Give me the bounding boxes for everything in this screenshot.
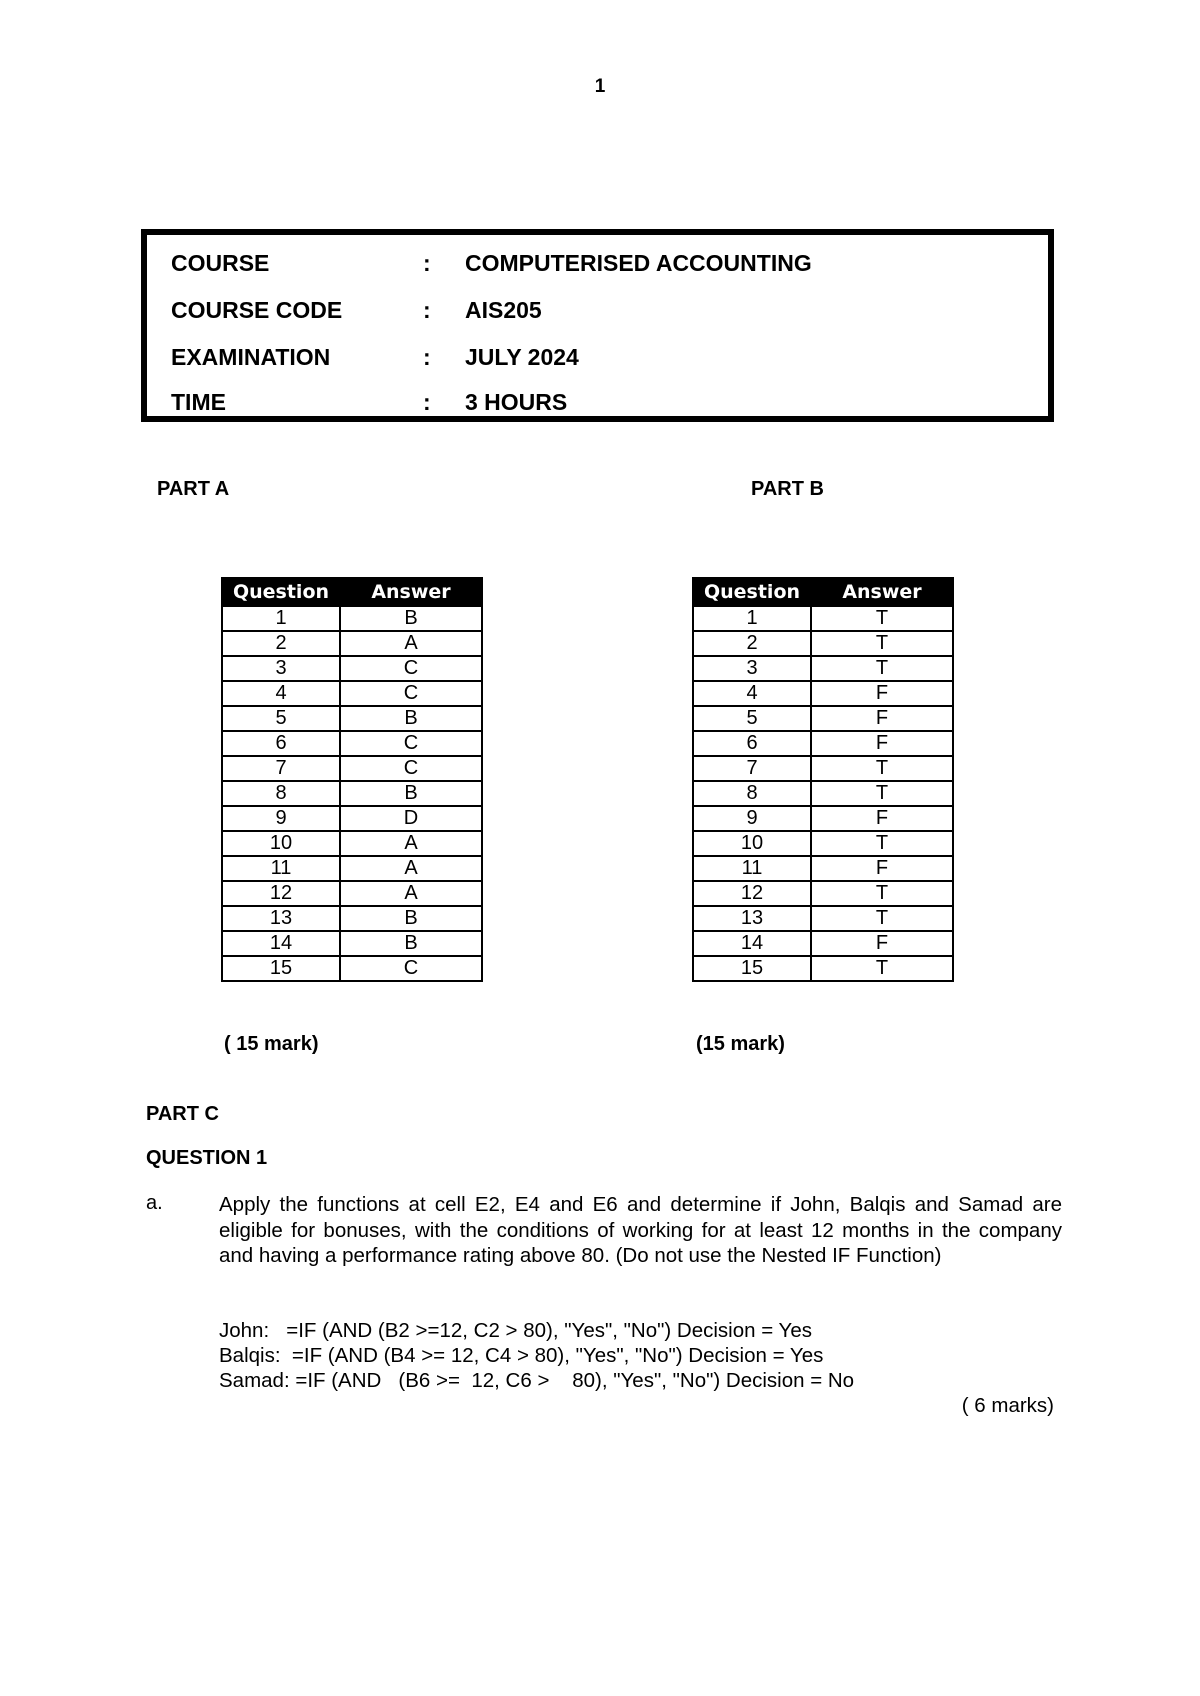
examination-label: EXAMINATION xyxy=(171,344,331,370)
part-a-heading: PART A xyxy=(157,478,230,500)
table-row xyxy=(222,781,482,806)
answer-cell: F xyxy=(811,706,953,731)
course-code-value: AIS205 xyxy=(465,297,542,323)
answer-cell: B xyxy=(340,931,482,956)
question-number-cell: 11 xyxy=(693,856,811,881)
answer-cell: B xyxy=(340,781,482,806)
table-row xyxy=(222,931,482,956)
table-row xyxy=(693,681,953,706)
part-a-marks: ( 15 mark) xyxy=(224,1033,319,1055)
table-row xyxy=(222,606,482,631)
course-label: COURSE xyxy=(171,250,270,276)
answer-cell: F xyxy=(811,856,953,881)
question-number-cell: 15 xyxy=(222,956,340,981)
table-row xyxy=(693,856,953,881)
table-row xyxy=(222,956,482,981)
answer-cell: B xyxy=(340,606,482,631)
question-number-cell: 1 xyxy=(693,606,811,631)
question-item-text: Apply the functions at cell E2, E4 and E6 and determine if John, Balqis and Samad are eligible for bonuses, with the conditions of working for at least 12 months in the company and having a performance rating above 80. (Do not use the Nested IF Function) xyxy=(219,1193,1062,1267)
course-colon: : xyxy=(423,250,431,276)
question-number-cell: 2 xyxy=(693,631,811,656)
table-row xyxy=(222,906,482,931)
table-row xyxy=(693,606,953,631)
question-number-cell: 13 xyxy=(222,906,340,931)
question-number-cell: 10 xyxy=(693,831,811,856)
table-row xyxy=(693,881,953,906)
question-number-cell: 15 xyxy=(693,956,811,981)
answer-cell: C xyxy=(340,681,482,706)
time-value: 3 HOURS xyxy=(465,389,568,415)
question-marks: ( 6 marks) xyxy=(961,1394,1054,1417)
question-number-cell: 3 xyxy=(222,656,340,681)
question-number-cell: 8 xyxy=(222,781,340,806)
question-number-cell: 5 xyxy=(222,706,340,731)
question-number-cell: 7 xyxy=(693,756,811,781)
table-row xyxy=(222,731,482,756)
formula-john: John: =IF (AND (B2 >=12, C2 > 80), "Yes", "No") Decision = Yes xyxy=(219,1319,812,1342)
answer-cell: A xyxy=(340,631,482,656)
question-number-cell: 9 xyxy=(222,806,340,831)
part-b-marks: (15 mark) xyxy=(696,1033,785,1055)
answer-cell: F xyxy=(811,806,953,831)
answer-cell: F xyxy=(811,931,953,956)
question-number-cell: 12 xyxy=(222,881,340,906)
answer-cell: T xyxy=(811,906,953,931)
table-row xyxy=(222,881,482,906)
question-number-cell: 13 xyxy=(693,906,811,931)
question-number-cell: 8 xyxy=(693,781,811,806)
question-number-cell: 9 xyxy=(693,806,811,831)
time-label: TIME xyxy=(171,389,226,415)
answer-cell: F xyxy=(811,681,953,706)
answer-cell: T xyxy=(811,756,953,781)
question-number-cell: 14 xyxy=(222,931,340,956)
table-row xyxy=(222,631,482,656)
answer-cell: C xyxy=(340,656,482,681)
time-colon: : xyxy=(423,389,431,415)
table-row xyxy=(693,906,953,931)
formula-balqis: Balqis: =IF (AND (B4 >= 12, C4 > 80), "Yes", "No") Decision = Yes xyxy=(219,1344,824,1367)
table-row xyxy=(222,706,482,731)
question-number-cell: 6 xyxy=(222,731,340,756)
question-number-cell: 1 xyxy=(222,606,340,631)
formula-samad: Samad: =IF (AND (B6 >= 12, C6 > 80), "Yes", "No") Decision = No xyxy=(219,1369,855,1392)
answer-cell: A xyxy=(340,856,482,881)
answer-cell: A xyxy=(340,881,482,906)
question-number-cell: 3 xyxy=(693,656,811,681)
table-row xyxy=(222,681,482,706)
question-column-header: Question xyxy=(693,578,811,606)
course-code-colon: : xyxy=(423,297,431,323)
question-number-cell: 4 xyxy=(222,681,340,706)
answer-cell: T xyxy=(811,656,953,681)
question-number-cell: 4 xyxy=(693,681,811,706)
examination-value: JULY 2024 xyxy=(465,344,579,370)
answer-column-header: Answer xyxy=(811,578,953,606)
part-a-table-body xyxy=(222,606,482,981)
course-info-box xyxy=(141,229,1054,422)
answer-cell: C xyxy=(340,731,482,756)
question-number-cell: 5 xyxy=(693,706,811,731)
question-item-label: a. xyxy=(146,1192,163,1214)
table-row xyxy=(693,706,953,731)
answer-cell: T xyxy=(811,631,953,656)
answer-cell: T xyxy=(811,881,953,906)
answer-cell: B xyxy=(340,706,482,731)
answer-cell: F xyxy=(811,731,953,756)
table-header-row xyxy=(693,578,953,606)
question-number-cell: 12 xyxy=(693,881,811,906)
question-1-title: QUESTION 1 xyxy=(146,1147,268,1169)
table-row xyxy=(222,856,482,881)
answer-cell: B xyxy=(340,906,482,931)
answer-cell: D xyxy=(340,806,482,831)
part-a-answer-table xyxy=(221,577,483,982)
question-number-cell: 10 xyxy=(222,831,340,856)
question-column-header: Question xyxy=(222,578,340,606)
part-b-heading: PART B xyxy=(751,478,824,500)
course-code-label: COURSE CODE xyxy=(171,297,343,323)
answer-column-header: Answer xyxy=(340,578,482,606)
part-c-heading: PART C xyxy=(146,1103,219,1125)
table-row xyxy=(693,831,953,856)
table-row xyxy=(222,806,482,831)
part-b-answer-table xyxy=(692,577,954,982)
answer-cell: T xyxy=(811,831,953,856)
answer-cell: T xyxy=(811,606,953,631)
table-row xyxy=(693,656,953,681)
table-row xyxy=(693,781,953,806)
question-number-cell: 7 xyxy=(222,756,340,781)
answer-cell: C xyxy=(340,756,482,781)
table-row xyxy=(693,731,953,756)
answer-cell: T xyxy=(811,956,953,981)
question-number-cell: 6 xyxy=(693,731,811,756)
answer-cell: A xyxy=(340,831,482,856)
table-row xyxy=(222,831,482,856)
question-number-cell: 14 xyxy=(693,931,811,956)
page-number: 1 xyxy=(594,76,606,97)
table-header-row xyxy=(222,578,482,606)
course-value: COMPUTERISED ACCOUNTING xyxy=(465,250,812,276)
examination-colon: : xyxy=(423,344,431,370)
table-row xyxy=(693,956,953,981)
answer-cell: C xyxy=(340,956,482,981)
table-row xyxy=(693,931,953,956)
table-row xyxy=(693,631,953,656)
answer-cell: T xyxy=(811,781,953,806)
question-number-cell: 11 xyxy=(222,856,340,881)
part-b-table-body xyxy=(693,606,953,981)
table-row xyxy=(222,656,482,681)
table-row xyxy=(693,756,953,781)
table-row xyxy=(222,756,482,781)
question-number-cell: 2 xyxy=(222,631,340,656)
table-row xyxy=(693,806,953,831)
